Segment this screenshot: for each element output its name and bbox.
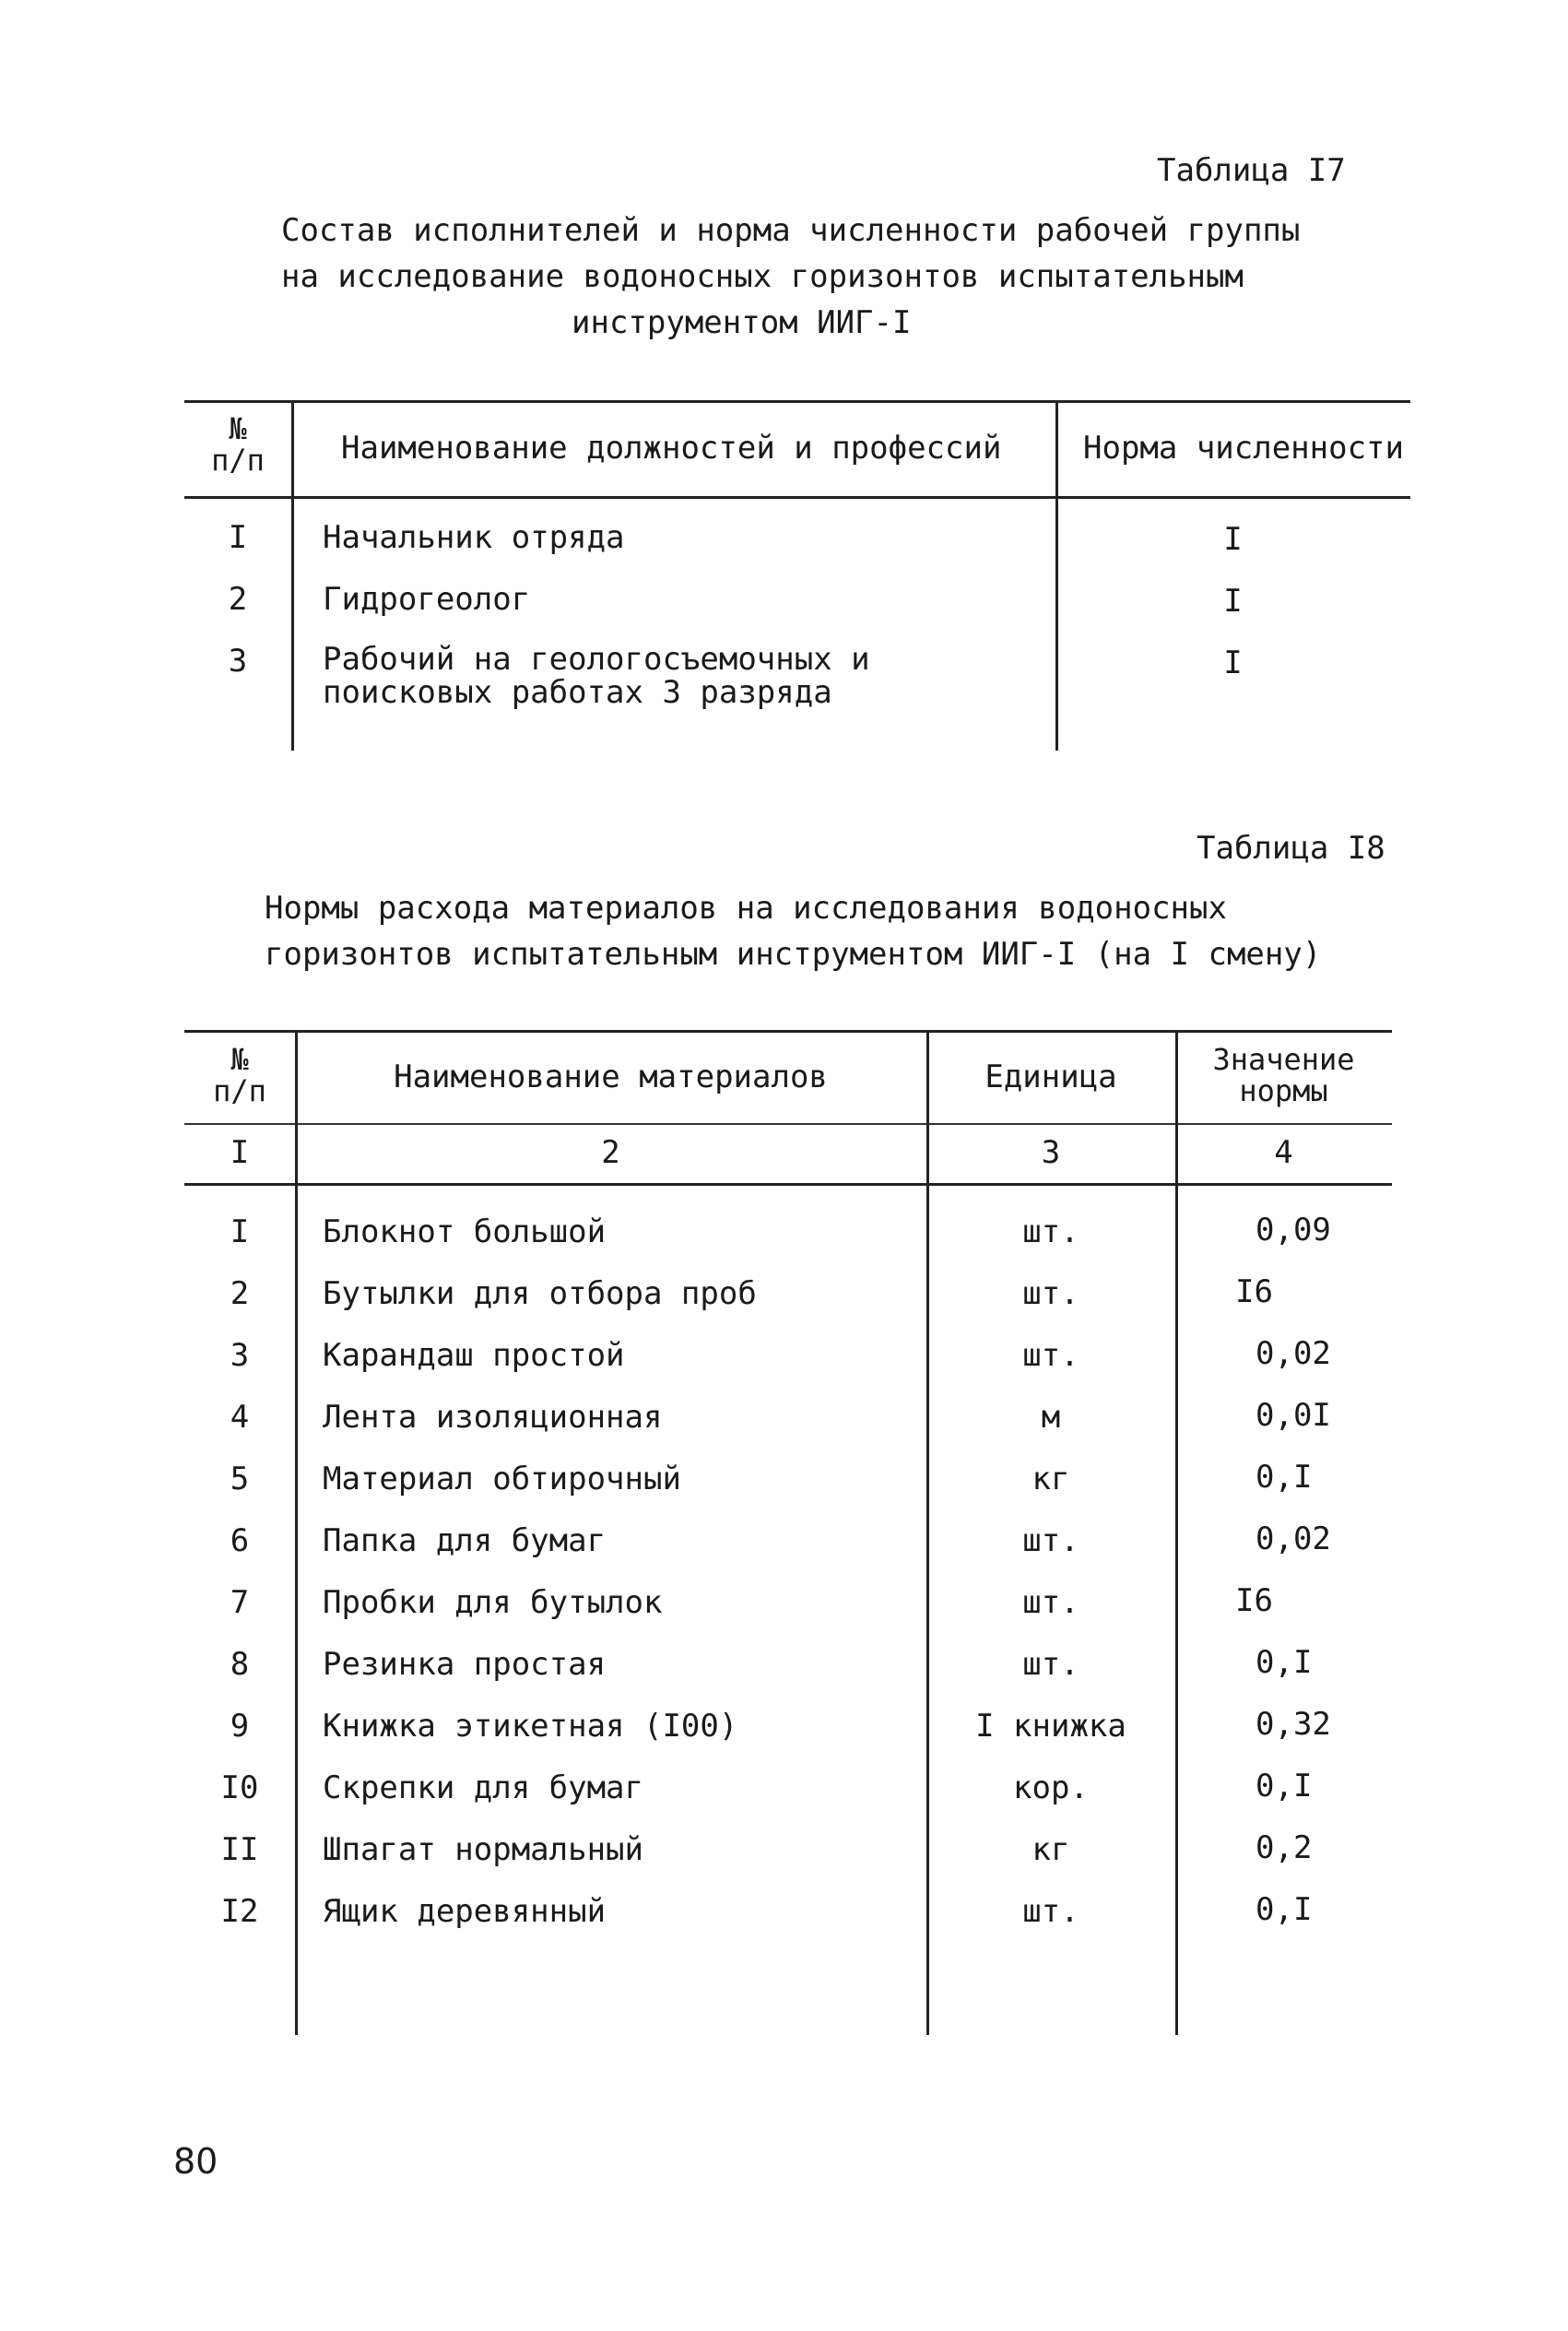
- table18-header-unit: Единица: [984, 1059, 1117, 1095]
- table17-header-name: Наименование должностей и профессий: [341, 430, 1002, 467]
- table18-row-unit: шт.: [1022, 1893, 1079, 1930]
- table17-header-rule: [184, 496, 1410, 499]
- table18-row-unit: шт.: [1022, 1584, 1079, 1621]
- table18-row-num: 2: [230, 1275, 250, 1312]
- table18-colnum: 3: [1041, 1134, 1061, 1171]
- table18-top-rule: [184, 1030, 1392, 1033]
- table17-row-num: I: [228, 519, 248, 556]
- table18-row-name: Папка для бумаг: [323, 1522, 607, 1559]
- table17-header-num-top: №: [229, 411, 247, 446]
- table17-row-name: Гидрогеолог: [323, 581, 531, 618]
- table17-title-line: на исследование водоносных горизонтов испытательным: [281, 258, 1244, 295]
- table17-row-norm: I: [1223, 645, 1243, 681]
- table18-row-num: I: [230, 1213, 250, 1250]
- table18-header-num-bottom: п/п: [213, 1073, 266, 1108]
- table18-row-unit: шт.: [1022, 1275, 1079, 1312]
- table18-header-value-bottom: нормы: [1239, 1073, 1328, 1108]
- table18-row-value: I6: [1235, 1273, 1273, 1310]
- table18-row-num: II: [220, 1831, 259, 1868]
- table18-header-name: Наименование материалов: [394, 1059, 828, 1095]
- table17-top-rule: [184, 400, 1410, 403]
- table18-row-value: 0,0I: [1256, 1397, 1331, 1434]
- table17-title-line: инструментом ИИГ-I: [572, 304, 912, 341]
- table18-col-divider: [295, 1030, 298, 2035]
- table18-row-value: 0,09: [1256, 1212, 1331, 1248]
- table18-row-unit: шт.: [1022, 1337, 1079, 1374]
- table18-row-value: 0,32: [1256, 1706, 1331, 1743]
- table17-row-num: 3: [228, 643, 248, 680]
- table18-row-name: Лента изоляционная: [323, 1399, 663, 1436]
- table18-row-name: Карандаш простой: [323, 1337, 625, 1374]
- table18-row-num: 5: [230, 1461, 250, 1497]
- table17-row-name: Рабочий на геологосъемочных и: [323, 641, 870, 678]
- table18-colnum: 2: [601, 1134, 620, 1171]
- table18-label: Таблица I8: [1197, 830, 1385, 867]
- table18-row-num: 7: [230, 1584, 250, 1621]
- table18-row-unit: шт.: [1022, 1646, 1079, 1683]
- table18-row-value: I6: [1235, 1582, 1273, 1619]
- table18-colnum: I: [230, 1134, 250, 1171]
- table18-row-value: 0,I: [1256, 1644, 1313, 1681]
- table18-row-value: 0,2: [1256, 1829, 1313, 1866]
- table18-row-unit: кор.: [1013, 1769, 1089, 1806]
- table18-row-num: 3: [230, 1337, 250, 1374]
- table17-row-norm: I: [1223, 521, 1243, 558]
- table18-row-num: 9: [230, 1708, 250, 1745]
- table18-row-num: I2: [220, 1893, 259, 1930]
- table18-row-name: Пробки для бутылок: [323, 1584, 663, 1621]
- table18-header-value-top: Значение: [1212, 1042, 1355, 1077]
- table18-row-unit: кг: [1032, 1831, 1070, 1868]
- table18-row-value: 0,02: [1256, 1335, 1331, 1372]
- table17-row-name: Начальник отряда: [323, 519, 625, 556]
- table17-row-num: 2: [228, 581, 248, 618]
- table18-colnum-rule: [184, 1183, 1392, 1186]
- table18-row-unit: I книжка: [975, 1708, 1126, 1745]
- table18-row-value: 0,I: [1256, 1891, 1313, 1928]
- table18-row-name: Скрепки для бумаг: [323, 1769, 643, 1806]
- table18-row-name: Ящик деревянный: [323, 1893, 607, 1930]
- table17-header-norm: Норма численности: [1083, 430, 1404, 467]
- table18-row-unit: шт.: [1022, 1522, 1079, 1559]
- table18-title-line: горизонтов испытательным инструментом ИИГ-I (на I смену): [265, 936, 1322, 973]
- table18-row-num: 8: [230, 1646, 250, 1683]
- table18-row-name: Блокнот большой: [323, 1213, 607, 1250]
- table17-header-num-bottom: п/п: [211, 443, 265, 478]
- table18-row-name: Материал обтирочный: [323, 1461, 681, 1497]
- table17-label: Таблица I7: [1157, 152, 1346, 189]
- table18-row-value: 0,02: [1256, 1520, 1331, 1557]
- table18-row-num: 4: [230, 1399, 250, 1436]
- table18-col-divider: [1175, 1030, 1178, 2035]
- table17-title-line: Состав исполнителей и норма численности рабочей группы: [281, 212, 1301, 249]
- table17-col-divider: [1055, 400, 1058, 751]
- table18-row-name: Бутылки для отбора проб: [323, 1275, 757, 1312]
- table17-row-norm: I: [1223, 583, 1243, 620]
- table18-colnum: 4: [1274, 1134, 1293, 1171]
- table18-title-line: Нормы расхода материалов на исследования водоносных: [265, 890, 1227, 927]
- table18-header-num-top: №: [230, 1042, 249, 1077]
- table18-row-unit: шт.: [1022, 1213, 1079, 1250]
- table17-row-name: поисковых работах 3 разряда: [323, 674, 832, 711]
- table18-row-name: Шпагат нормальный: [323, 1831, 643, 1868]
- page-number: 80: [173, 2141, 218, 2182]
- table18-row-num: 6: [230, 1522, 250, 1559]
- table18-row-unit: м: [1041, 1399, 1061, 1436]
- table18-row-value: 0,I: [1256, 1459, 1313, 1496]
- table18-row-num: I0: [220, 1769, 259, 1806]
- table18-row-name: Резинка простая: [323, 1646, 607, 1683]
- table18-row-value: 0,I: [1256, 1768, 1313, 1804]
- table18-row-name: Книжка этикетная (I00): [323, 1708, 738, 1745]
- table17-col-divider: [291, 400, 294, 751]
- table18-header-rule: [184, 1123, 1392, 1125]
- table18-row-unit: кг: [1032, 1461, 1070, 1497]
